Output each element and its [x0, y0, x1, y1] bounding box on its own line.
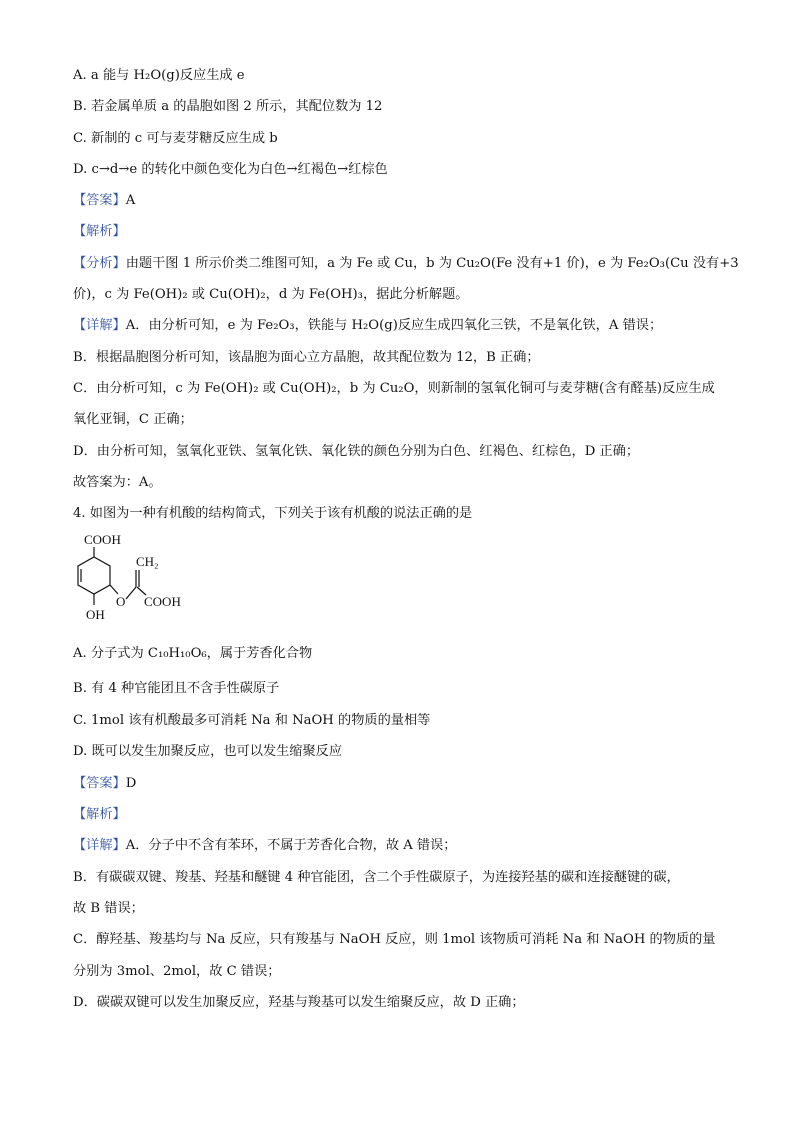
- q3-detail-c1: C．由分析可知，c 为 Fe(OH)₂ 或 Cu(OH)₂，b 为 Cu₂O，则新制的氢氧化铜可与麦芽糖(含有醛基)反应生成: [73, 381, 715, 396]
- bond-line: [110, 585, 118, 594]
- structure-label-cooh-top: COOH: [84, 532, 121, 547]
- q4-detail-c2: 分别为 3mol、2mol，故 C 错误；: [73, 964, 281, 979]
- q3-option-a: A. a 能与 H₂O(g)反应生成 e: [73, 68, 245, 83]
- q3-xiangjie-label: 【详解】: [73, 318, 126, 333]
- q3-conclusion: 故答案为：A。: [73, 475, 162, 490]
- q4-detail-c1: C．醇羟基、羧基均与 Na 反应，只有羧基与 NaOH 反应，则 1mol 该物质可消耗 Na 和 NaOH 的物质的量: [73, 932, 716, 947]
- q4-xiangjie-label: 【详解】: [73, 838, 126, 853]
- q4-detail-b1: B．有碳碳双键、羧基、羟基和醚键 4 种官能团，含二个手性碳原子，为连接羟基的碳和连接醚键的碳，: [73, 870, 680, 885]
- q4-option-c: C. 1mol 该有机酸最多可消耗 Na 和 NaOH 的物质的量相等: [73, 713, 431, 728]
- q4-answer-value: D: [125, 776, 137, 791]
- q3-analysis-label: 【解析】: [73, 224, 126, 239]
- q4-detail-a: [73, 837, 457, 855]
- q4-option-a: A. 分子式为 C₁₀H₁₀O₆，属于芳香化合物: [73, 646, 313, 661]
- q3-answer-value: A: [125, 193, 136, 208]
- q3-option-d: D. c→d→e 的转化中颜色变化为白色→红褐色→红棕色: [73, 162, 388, 177]
- q4-answer-label: 【答案】: [73, 776, 126, 791]
- structure-label-cooh-right: COOH: [144, 594, 181, 609]
- q3-option-b: B. 若金属单质 a 的晶胞如图 2 所示，其配位数为 12: [73, 99, 383, 114]
- q3-detail-b: B．根据晶胞图分析可知，该晶胞为面心立方晶胞，故其配位数为 12，B 正确；: [73, 350, 540, 365]
- q3-detail-a-text: A．由分析可知，e 为 Fe₂O₃，铁能与 H₂O(g)反应生成四氧化三铁，不是氧化铁，A 错误；: [125, 318, 663, 333]
- q4-detail-b2: 故 B 错误；: [73, 901, 144, 916]
- q4-structure-diagram: [70, 532, 200, 624]
- q3-detail-a: [73, 317, 662, 335]
- q4-stem: 4. 如图为一种有机酸的结构简式，下列关于该有机酸的说法正确的是: [73, 506, 473, 521]
- q3-fenxi-label: 【分析】: [73, 256, 126, 271]
- structure-label-oh: OH: [86, 607, 105, 622]
- q3-fenxi-line-2: 价)，c 为 Fe(OH)₂ 或 Cu(OH)₂，d 为 Fe(OH)₃，据此分析解题。: [73, 287, 469, 302]
- q4-detail-d: D．碳碳双键可以发生加聚反应，羟基与羧基可以发生缩聚反应，故 D 正确；: [73, 995, 525, 1010]
- q3-detail-c2: 氧化亚铜，C 正确；: [73, 412, 193, 427]
- q4-option-d: D. 既可以发生加聚反应，也可以发生缩聚反应: [73, 744, 343, 759]
- structure-label-ch2: CH₂: [136, 554, 159, 569]
- q3-answer: [73, 192, 135, 210]
- q4-answer: [73, 775, 136, 793]
- q3-answer-label: 【答案】: [73, 193, 126, 208]
- q4-option-b: B. 有 4 种官能团且不含手性碳原子: [73, 681, 280, 696]
- q4-detail-a-text: A．分子中不含有苯环，不属于芳香化合物，故 A 错误；: [125, 838, 457, 853]
- q4-analysis-label: 【解析】: [73, 807, 126, 822]
- bond-line: [126, 587, 136, 599]
- q3-option-c: C. 新制的 c 可与麦芽糖反应生成 b: [73, 131, 278, 146]
- q3-detail-d: D．由分析可知，氢氧化亚铁、氢氧化铁、氧化铁的颜色分别为白色、红褐色、红棕色，D 正确；: [73, 444, 640, 459]
- q3-fenxi-text-1: 由题干图 1 所示价类二维图可知，a 为 Fe 或 Cu，b 为 Cu₂O(Fe 没有+1 价)，e 为 Fe₂O₃(Cu 没有+3: [125, 256, 739, 271]
- q3-fenxi-line-1: [73, 255, 739, 273]
- structure-label-o: O: [116, 594, 126, 609]
- ring-shape: [78, 557, 110, 594]
